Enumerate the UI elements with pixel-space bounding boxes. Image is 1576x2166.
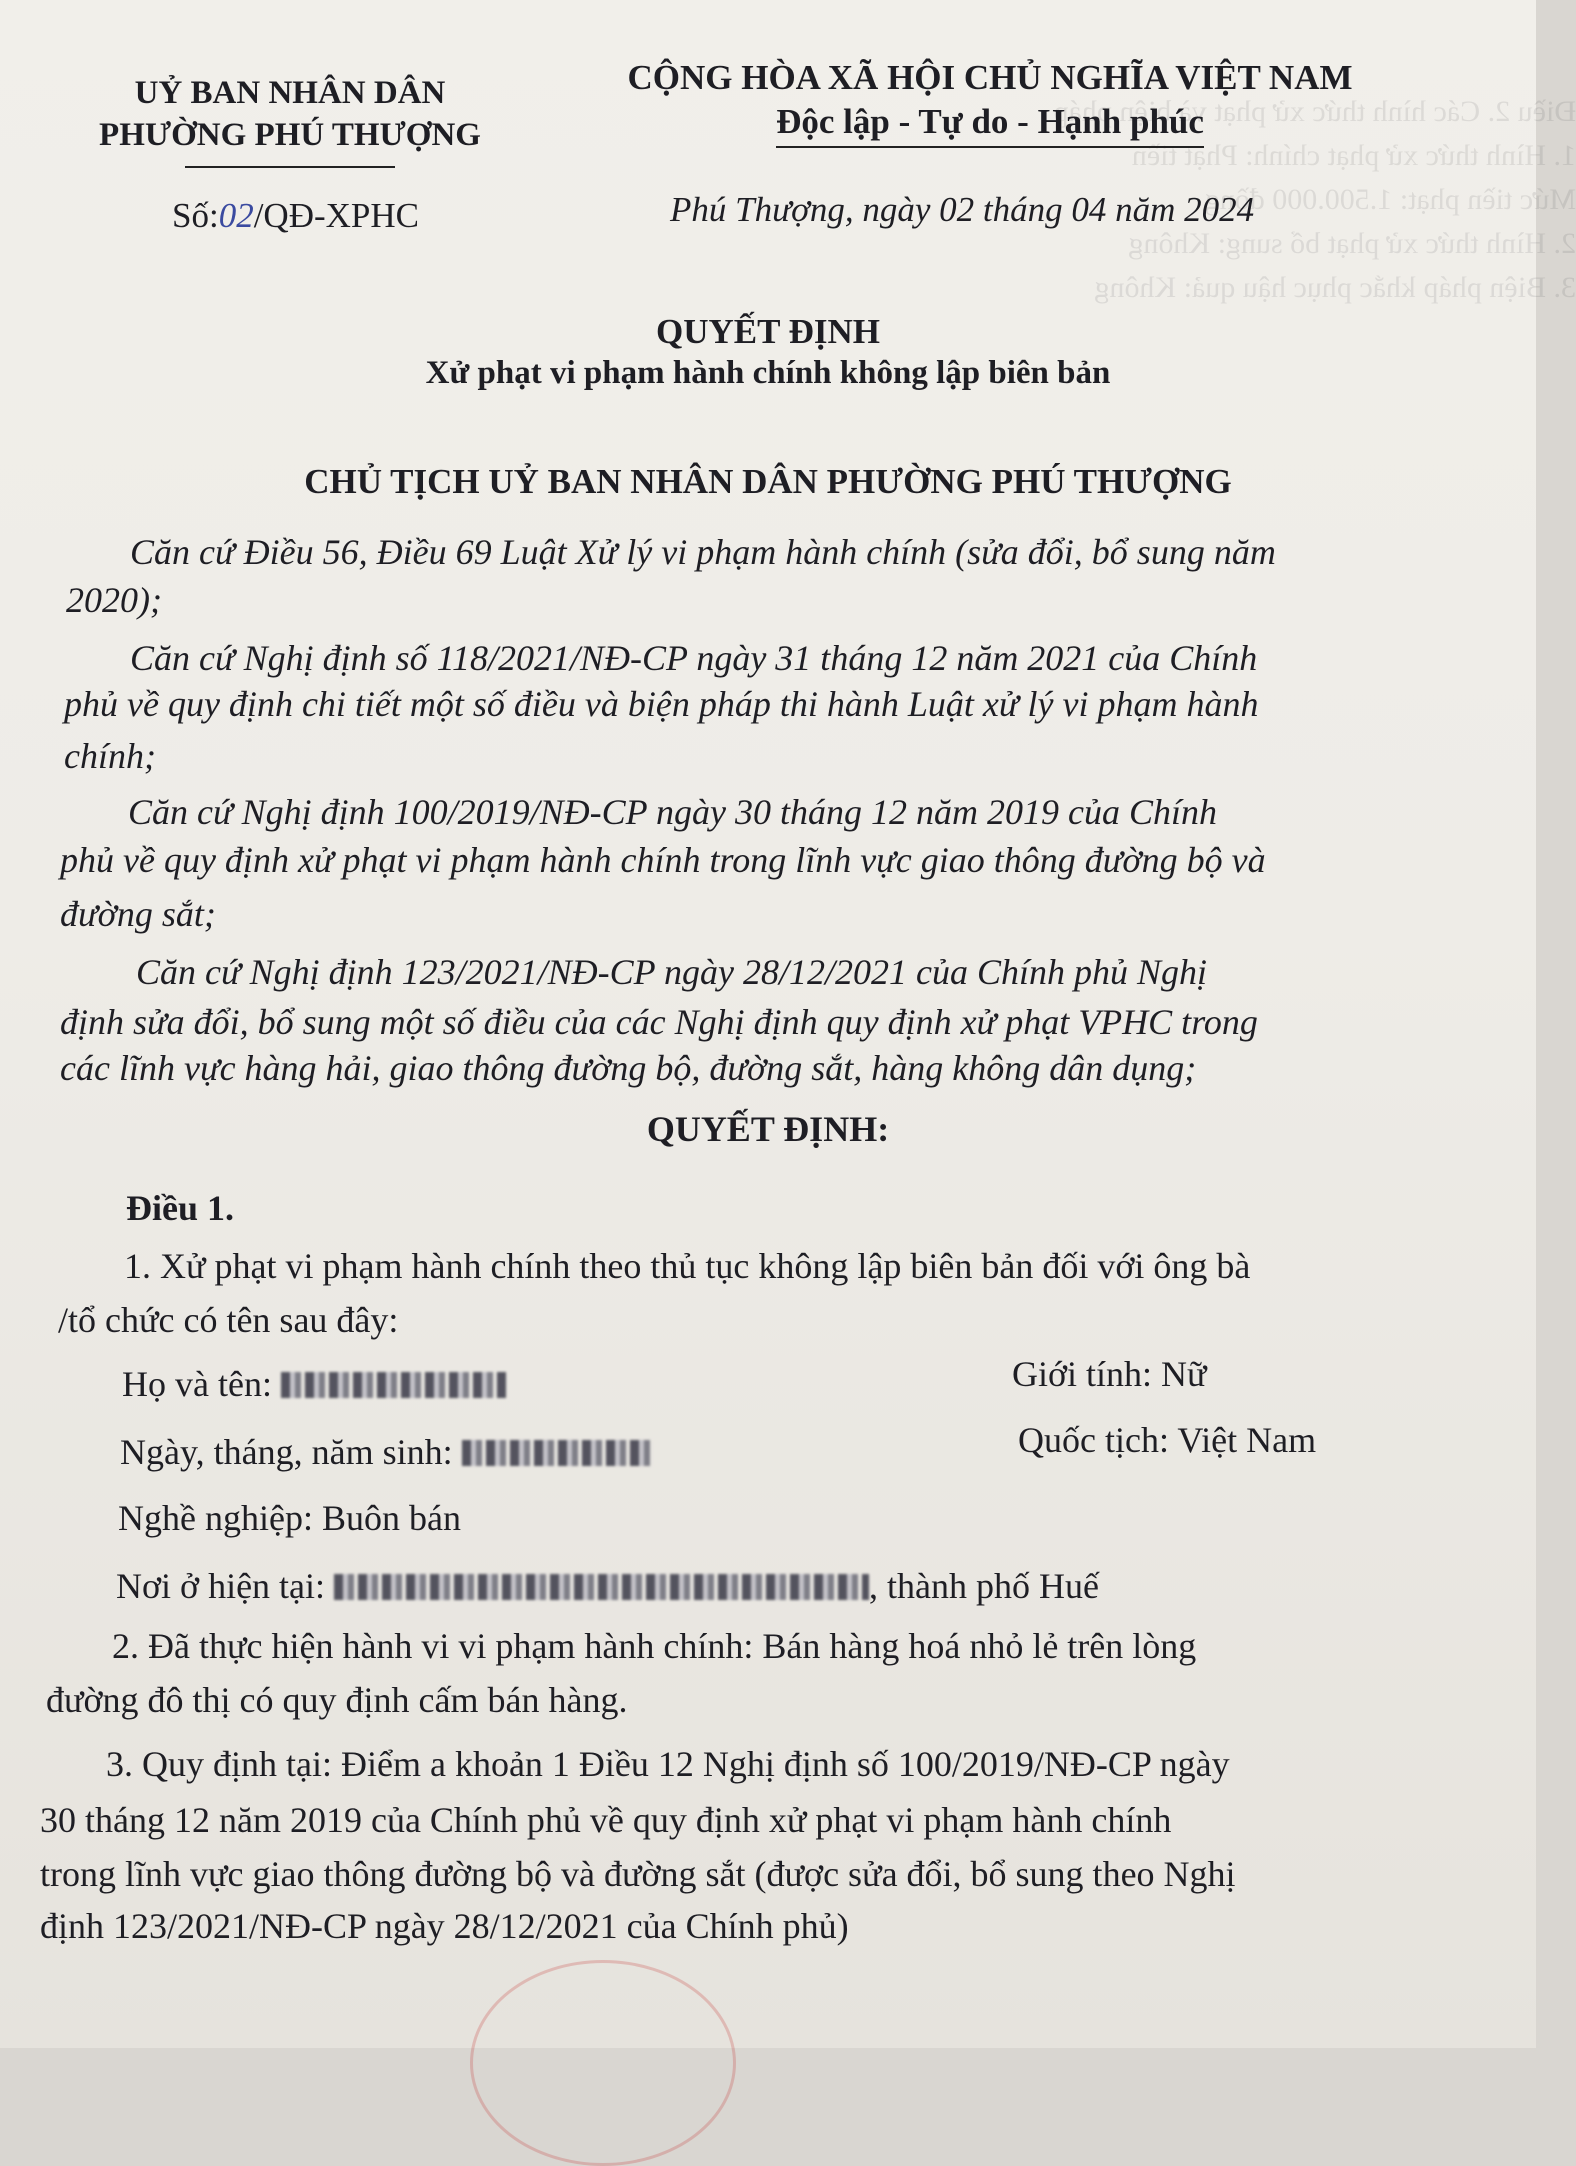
name-label: Họ và tên: [122, 1364, 272, 1404]
clause-1-line-2: /tổ chức có tên sau đây: [58, 1300, 399, 1340]
article-1-heading: Điều 1. [126, 1188, 234, 1228]
show-through-text: Điều 2. Các hình thức xử phạt và biện pháp 1. Hình thức xử phạt chính: Phạt tiền Mức tiền phạt: 1.500.000 đồng 2. Hình thức xử phạt bổ sung: Không 3. Biện pháp khắc phục hậu quả: Không [1053, 95, 1576, 304]
basis-3-line-3: đường sắt; [60, 894, 216, 934]
occupation-label: Nghề nghiệp: [118, 1498, 313, 1538]
clause-3-line-1: 3. Quy định tại: Điểm a khoản 1 Điều 12 Nghị định số 100/2019/NĐ-CP ngày [106, 1744, 1230, 1784]
authority-heading: CHỦ TỊCH UỶ BAN NHÂN DÂN PHƯỜNG PHÚ THƯỢNG [304, 462, 1232, 501]
decision-heading: QUYẾT ĐỊNH: [646, 1109, 890, 1149]
basis-4-line-2: định sửa đổi, bổ sung một số điều của các Nghị định quy định xử phạt VPHC trong [60, 1002, 1258, 1042]
national-motto: Độc lập - Tự do - Hạnh phúc [776, 100, 1204, 148]
document-title: QUYẾT ĐỊNH [656, 312, 880, 351]
redacted-address [334, 1574, 869, 1600]
nationality-row [1018, 1418, 1316, 1462]
number-prefix: Số: [172, 196, 219, 235]
gender-label: Giới tính: [1012, 1354, 1153, 1394]
agency-underline [185, 166, 395, 168]
agency-line-2: PHƯỜNG PHÚ THƯỢNG [99, 117, 481, 153]
basis-4-line-1: Căn cứ Nghị định 123/2021/NĐ-CP ngày 28/12/2021 của Chính phủ Nghị [136, 952, 1207, 992]
nationality-value: Việt Nam [1177, 1420, 1317, 1460]
basis-4-line-3: các lĩnh vực hàng hải, giao thông đường bộ, đường sắt, hàng không dân dụng; [60, 1048, 1197, 1088]
basis-2-line-1: Căn cứ Nghị định số 118/2021/NĐ-CP ngày 31 tháng 12 năm 2021 của Chính [130, 638, 1258, 678]
name-row [122, 1362, 506, 1406]
national-header [600, 56, 1380, 148]
clause-2-line-2: đường đô thị có quy định cấm bán hàng. [46, 1680, 628, 1720]
clause-3-line-3: trong lĩnh vực giao thông đường bộ và đường sắt (được sửa đổi, bổ sung theo Nghị [40, 1854, 1236, 1894]
number-suffix: /QĐ-XPHC [253, 196, 419, 235]
gender-row [1012, 1352, 1207, 1396]
address-suffix: , thành phố Huế [869, 1566, 1100, 1606]
handwritten-number: 02 [218, 196, 254, 235]
redacted-dob [462, 1440, 652, 1466]
agency-line-1: UỶ BAN NHÂN DÂN [134, 75, 446, 111]
place-date: Phú Thượng, ngày 02 tháng 04 năm 2024 [670, 190, 1255, 229]
basis-2-line-2: phủ về quy định chi tiết một số điều và biện pháp thi hành Luật xử lý vi phạm hành [64, 684, 1259, 724]
document-subtitle: Xử phạt vi phạm hành chính không lập biên bản [425, 355, 1111, 391]
basis-2-line-3: chính; [64, 736, 156, 776]
nation-name: CỘNG HÒA XÃ HỘI CHỦ NGHĨA VIỆT NAM [627, 58, 1353, 97]
redacted-name [281, 1372, 506, 1398]
document-number [172, 196, 419, 236]
clause-3-line-2: 30 tháng 12 năm 2019 của Chính phủ về quy định xử phạt vi phạm hành chính [40, 1800, 1172, 1840]
basis-1-line-1: Căn cứ Điều 56, Điều 69 Luật Xử lý vi phạm hành chính (sửa đổi, bổ sung năm [130, 532, 1276, 572]
issuing-agency [60, 72, 520, 168]
stamp-edge [470, 1960, 736, 2166]
clause-3-line-4: định 123/2021/NĐ-CP ngày 28/12/2021 của Chính phủ) [40, 1906, 849, 1946]
dob-label: Ngày, tháng, năm sinh: [120, 1432, 453, 1472]
nationality-label: Quốc tịch: [1018, 1420, 1169, 1460]
basis-1-line-2: 2020); [66, 580, 162, 620]
basis-3-line-1: Căn cứ Nghị định 100/2019/NĐ-CP ngày 30 tháng 12 năm 2019 của Chính [128, 792, 1217, 832]
address-label: Nơi ở hiện tại: [116, 1566, 326, 1606]
address-row [116, 1564, 1099, 1608]
clause-2-line-1: 2. Đã thực hiện hành vi vi phạm hành chính: Bán hàng hoá nhỏ lẻ trên lòng [112, 1626, 1197, 1666]
occupation-row [118, 1496, 461, 1540]
occupation-value: Buôn bán [321, 1498, 461, 1538]
basis-3-line-2: phủ về quy định xử phạt vi phạm hành chính trong lĩnh vực giao thông đường bộ và [60, 840, 1266, 880]
clause-1-line-1: 1. Xử phạt vi phạm hành chính theo thủ tục không lập biên bản đối với ông bà [124, 1246, 1251, 1286]
gender-value: Nữ [1161, 1354, 1207, 1394]
dob-row [120, 1430, 652, 1474]
